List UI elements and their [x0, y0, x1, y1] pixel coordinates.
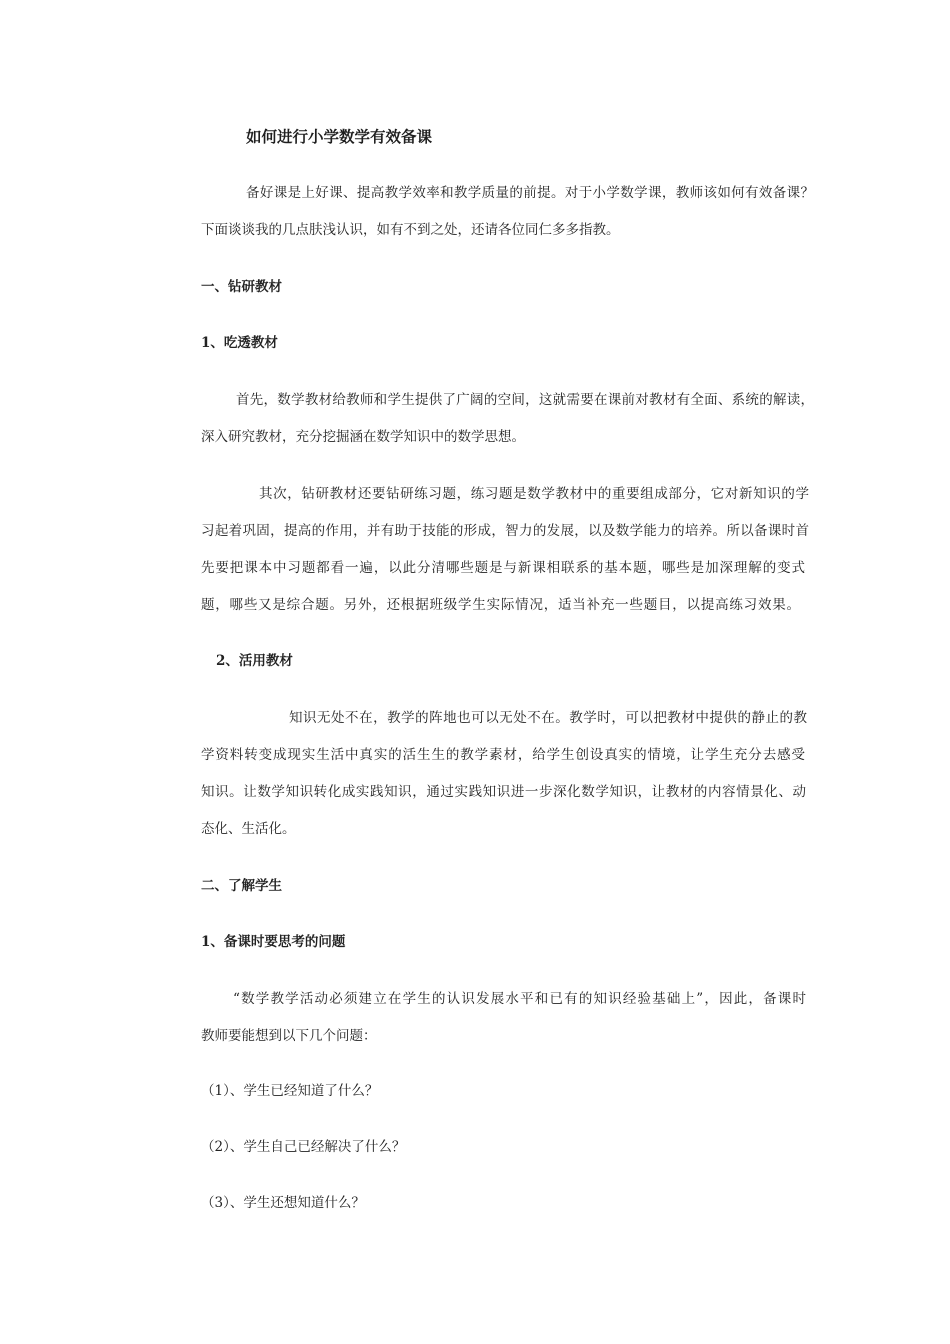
paragraph-1-2-line-1: 知识无处不在，教学的阵地也可以无处不在。教学时，可以把教材中提供的静止的教	[289, 710, 807, 726]
paragraph-1-1-a-line-1: 首先，数学教材给教师和学生提供了广阔的空间，这就需要在课前对教材有全面、系统的解读，	[236, 392, 814, 408]
paragraph-1-1-b-line-4: 题，哪些又是综合题。另外，还根据班级学生实际情况，适当补充一些题目，以提高练习效果。	[201, 597, 800, 613]
intro-line-1: 备好课是上好课、提高教学效率和教学质量的前提。对于小学数学课，教师该如何有效备课？	[246, 185, 814, 201]
paragraph-1-1-b-line-2: 习起着巩固，提高的作用，并有助于技能的形成，智力的发展，以及数学能力的培养。所以备课时首	[201, 523, 809, 539]
subsection-2-1-heading: 1、备课时要思考的问题	[201, 934, 346, 950]
paragraph-1-2-line-2: 学资料转变成现实生活中真实的活生生的教学素材，给学生创设真实的情境，让学生充分去感受	[201, 747, 805, 763]
paragraph-1-1-b-line-3: 先要把课本中习题都看一遍，以此分清哪些题是与新课相联系的基本题，哪些是加深理解的变式	[201, 560, 805, 576]
document-title: 如何进行小学数学有效备课	[246, 128, 433, 146]
paragraph-2-1-line-2: 教师要能想到以下几个问题：	[201, 1028, 377, 1044]
section-1-heading: 一、钻研教材	[201, 279, 282, 295]
section-2-heading: 二、了解学生	[201, 878, 282, 894]
paragraph-1-2-line-3: 知识。让数学知识转化成实践知识，通过实践知识进一步深化数学知识，让教材的内容情景化、动	[201, 784, 806, 800]
paragraph-1-1-a-line-2: 深入研究教材，充分挖掘涵在数学知识中的数学思想。	[201, 429, 525, 445]
question-item-3: （3）、学生还想知道什么？	[201, 1195, 365, 1211]
question-item-2: （2）、学生自己已经解决了什么？	[201, 1139, 406, 1155]
subsection-1-1-heading: 1、吃透教材	[201, 335, 278, 351]
paragraph-1-2-line-4: 态化、生活化。	[201, 821, 296, 837]
paragraph-1-1-b-line-1: 其次，钻研教材还要钻研练习题，练习题是数学教材中的重要组成部分，它对新知识的学	[259, 486, 809, 502]
intro-line-2: 下面谈谈我的几点肤浅认识，如有不到之处，还请各位同仁多多指教。	[201, 222, 620, 238]
question-item-1: （1）、学生已经知道了什么？	[201, 1083, 379, 1099]
paragraph-2-1-line-1: “数学教学活动必须建立在学生的认识发展水平和已有的知识经验基础上”，因此，备课时	[233, 991, 806, 1007]
subsection-1-2-heading: 2、活用教材	[216, 653, 293, 669]
